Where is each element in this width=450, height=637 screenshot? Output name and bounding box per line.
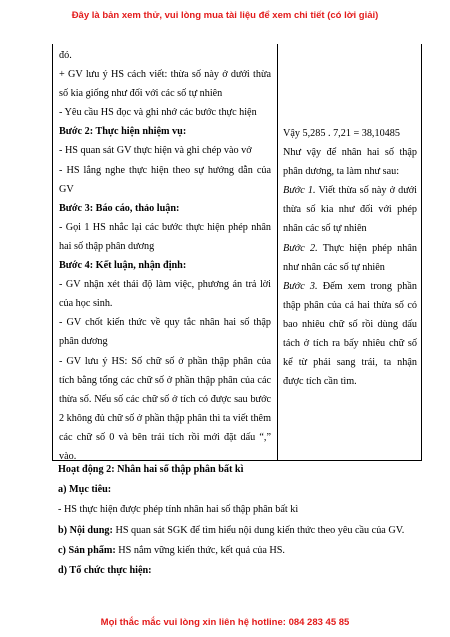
activity-2-section xyxy=(58,460,418,581)
product-paragraph xyxy=(58,541,418,561)
step-text: Viết thừa số này ở dưới thừa số kia như đối với phép nhân các số tự nhiên xyxy=(283,185,417,235)
lesson-table xyxy=(52,44,422,461)
text-line: - GV lưu ý HS: Số chữ số ở phần thập phân của tích bằng tổng các chữ số ở phần thập phân của các thừa số. Nếu số các chữ số ở tích có được sau bước 2 không đủ chữ số ở phần thập phân thì ta viết thêm các chữ số 0 và bên trái tích rồi mới đặt dấu “,” vào. xyxy=(59,355,271,462)
product-column xyxy=(283,124,417,391)
step-label: Bước 1. xyxy=(283,185,316,197)
step-text: Thực hiện phép nhân như nhân các số tự nhiên xyxy=(283,242,417,273)
product-label: c) Sản phẩm: xyxy=(58,544,116,556)
text-line: - Gọi 1 HS nhắc lại các bước thực hiện phép nhân hai số thập phân dương xyxy=(59,221,271,252)
teacher-activity-column xyxy=(59,46,271,466)
rule-step-2 xyxy=(283,239,417,277)
objective-text: - HS thực hiện được phép tính nhân hai số thập phân bất kì xyxy=(58,504,299,516)
text-line: đó. xyxy=(59,50,72,61)
text-line: - GV nhận xét thái độ làm việc, phương án trả lời của học sinh. xyxy=(59,279,271,310)
content-paragraph xyxy=(58,521,418,541)
result-line: Vậy 5,285 . 7,21 = 38,10485 xyxy=(283,128,400,139)
step2-heading: Bước 2: Thực hiện nhiệm vụ: xyxy=(59,126,187,138)
text-line: - HS lắng nghe thực hiện theo sự hướng dẫn của GV xyxy=(59,164,271,195)
rule-step-1 xyxy=(283,181,417,238)
rule-step-3 xyxy=(283,277,417,392)
column-divider xyxy=(277,44,278,460)
content-label: b) Nội dung: xyxy=(58,524,113,536)
text-line: - GV chốt kiến thức về quy tắc nhân hai số thập phân dương xyxy=(59,317,271,348)
text-line: - Yêu cầu HS đọc và ghi nhớ các bước thực hiện xyxy=(59,107,257,119)
preview-banner: Đây là bản xem thử, vui lòng mua tài liệu để xem chi tiết (có lời giải) xyxy=(71,10,379,21)
step-label: Bước 3. xyxy=(283,280,318,292)
step-text: Đếm xem trong phần thập phân của cả hai thừa số có bao nhiêu chữ số rồi dùng dấu tách ở tích ra bấy nhiêu chữ số kể từ phải sang trái, ta nhận được tích cần tìm. xyxy=(283,280,417,388)
step3-heading: Bước 3: Báo cáo, thảo luận: xyxy=(59,202,180,214)
organization-heading: d) Tổ chức thực hiện: xyxy=(58,565,152,577)
product-text: HS nắm vững kiến thức, kết quả của HS. xyxy=(115,544,285,556)
activity-2-title: Hoạt động 2: Nhân hai số thập phân bất kì xyxy=(58,464,244,475)
content-text: HS quan sát SGK để tìm hiểu nội dung kiến thức theo yêu cầu của GV. xyxy=(112,524,405,536)
step4-heading: Bước 4: Kết luận, nhận định: xyxy=(59,260,187,272)
intro-line: Như vậy để nhân hai số thập phân dương, ta làm như sau: xyxy=(283,147,417,178)
step-label: Bước 2. xyxy=(283,242,318,254)
hotline-banner: Mọi thắc mắc vui lòng xin liên hệ hotline: 084 283 45 85 xyxy=(100,617,350,628)
text-line: - HS quan sát GV thực hiện và ghi chép vào vở xyxy=(59,145,252,157)
objective-heading: a) Mục tiêu: xyxy=(58,484,112,496)
text-line: + GV lưu ý HS cách viết: thừa số này ở dưới thừa số kia giống như đối với các số tự nhiên xyxy=(59,69,271,100)
